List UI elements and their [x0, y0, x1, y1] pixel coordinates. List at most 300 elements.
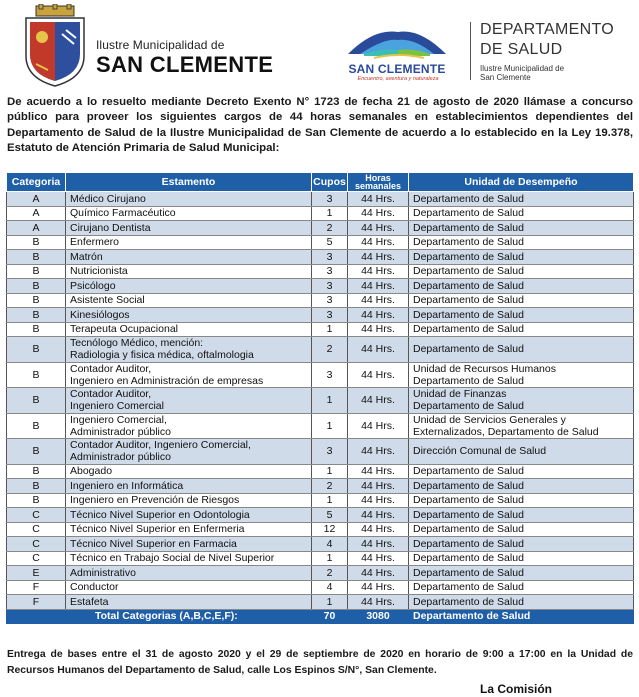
cell-cupos-text: 12 [323, 523, 336, 536]
cell-categoria-text: B [32, 279, 40, 292]
cell-categoria [7, 264, 66, 279]
cell-horas-text: 44 Hrs. [361, 523, 395, 536]
cell-estamento-text: Cirujano Dentista [70, 221, 151, 234]
cell-categoria-text: F [32, 581, 40, 594]
cell-unidad [409, 508, 634, 523]
cell-estamento [66, 250, 312, 265]
department-title-line1: DEPARTAMENTO [480, 21, 614, 38]
cell-categoria-text: B [32, 250, 40, 263]
cell-horas-text: 44 Hrs. [361, 494, 395, 507]
cell-horas [348, 206, 409, 221]
cell-horas [348, 464, 409, 479]
cell-unidad-text: Departamento de Salud [413, 400, 524, 413]
cell-horas-text: 44 Hrs. [361, 537, 395, 550]
cell-categoria-text: B [32, 494, 40, 507]
cell-cupos-text: 3 [326, 250, 333, 263]
cell-estamento-text: Técnico en Trabajo Social de Nivel Superior [70, 552, 275, 565]
cell-horas [348, 337, 409, 363]
cell-estamento [66, 388, 312, 414]
cell-estamento [66, 493, 312, 508]
cell-cupos-text: 3 [326, 279, 333, 292]
cell-horas-text: 44 Hrs. [361, 445, 395, 458]
cell-cupos-text: 2 [326, 479, 333, 492]
cell-categoria-text: B [32, 343, 40, 356]
cell-horas-text: 44 Hrs. [361, 294, 395, 307]
footer-paragraph: Entrega de bases entre el 31 de agosto 2020 y el 29 de septiembre de 2020 en horario de 9:00 a 17:00 en la Unidad de Recursos Humanos del Departamento de Salud, calle Los Espinos S/N°, San Clemente. [7, 649, 633, 676]
cell-cupos [312, 508, 348, 523]
cell-unidad [409, 551, 634, 566]
cell-estamento-text: Radiologia y fisica médica, oftalmologia [70, 349, 254, 362]
table-row [7, 522, 634, 537]
cell-cupos-text: 1 [326, 465, 333, 478]
cell-cupos-text: 1 [326, 595, 333, 608]
cell-cupos-text: 5 [326, 236, 333, 249]
cell-unidad-text: Departamento de Salud [413, 494, 524, 507]
cell-estamento-text: Químico Farmacéutico [70, 207, 176, 220]
cell-estamento-text: Técnico Nivel Superior en Farmacia [70, 537, 237, 550]
cell-unidad-text: Departamento de Salud [413, 479, 524, 492]
cell-unidad [409, 308, 634, 323]
cell-unidad [409, 362, 634, 388]
cell-categoria [7, 493, 66, 508]
cell-horas [348, 537, 409, 552]
cell-categoria [7, 279, 66, 294]
cell-estamento [66, 537, 312, 552]
cell-estamento [66, 464, 312, 479]
cell-horas [348, 508, 409, 523]
cell-horas-text: 44 Hrs. [361, 207, 395, 220]
intro-paragraph: De acuerdo a lo resuelto mediante Decreto Exento N° 1723 de fecha 21 de agosto de 2020 llámase a concurso público para proveer los siguientes cargos de 44 horas semanales en establecimientos dependientes del Departamento de Salud de la Ilustre Municipalidad de San Clemente de acuerdo a lo establecido en la Ley 19.378, Estatuto de Atención Primaria de Salud Municipal: [7, 96, 633, 154]
header-estamento: Estamento [66, 173, 312, 192]
cell-categoria-text: B [32, 323, 40, 336]
table-row [7, 293, 634, 308]
cell-categoria [7, 566, 66, 581]
cell-estamento-text: Administrador público [70, 425, 171, 438]
cell-estamento [66, 551, 312, 566]
cell-cupos [312, 293, 348, 308]
cell-estamento [66, 322, 312, 337]
cell-horas [348, 566, 409, 581]
cell-categoria-text: B [32, 445, 40, 458]
cell-estamento-text: Tecnólogo Médico, mención: [70, 337, 204, 350]
table-header-row [7, 173, 634, 192]
cell-estamento [66, 337, 312, 363]
cell-horas [348, 413, 409, 439]
cell-categoria-text: B [32, 419, 40, 432]
cell-unidad-text: Unidad de Servicios Generales y [413, 413, 566, 426]
cell-estamento-text: Ingeniero en Prevención de Riesgos [70, 494, 240, 507]
header-divider [470, 22, 471, 80]
cell-horas-text: 44 Hrs. [361, 465, 395, 478]
cell-unidad-text: Departamento de Salud [413, 595, 524, 608]
cell-categoria [7, 250, 66, 265]
cell-unidad-text: Departamento de Salud [413, 343, 524, 356]
cell-horas-text: 44 Hrs. [361, 508, 395, 521]
department-subtitle-line1: Ilustre Municipalidad de [480, 64, 565, 73]
cell-cupos [312, 537, 348, 552]
cell-horas [348, 250, 409, 265]
table-row [7, 322, 634, 337]
cell-estamento-text: Administrativo [70, 566, 136, 579]
total-cupos: 70 [312, 609, 348, 623]
cell-estamento [66, 308, 312, 323]
table-row [7, 464, 634, 479]
cell-cupos-text: 1 [326, 552, 333, 565]
cell-categoria [7, 221, 66, 236]
cell-horas [348, 479, 409, 494]
table-total-row [7, 609, 634, 623]
header-horas-line1: Horas [365, 173, 391, 183]
cell-estamento [66, 221, 312, 236]
cell-cupos [312, 279, 348, 294]
cell-estamento [66, 508, 312, 523]
cell-unidad [409, 264, 634, 279]
table-row [7, 595, 634, 610]
cell-horas [348, 279, 409, 294]
cell-categoria-text: A [32, 221, 40, 234]
cell-cupos-text: 4 [326, 537, 333, 550]
table-row [7, 192, 634, 207]
cell-cupos [312, 192, 348, 207]
table-row [7, 551, 634, 566]
cell-horas [348, 293, 409, 308]
cell-unidad [409, 595, 634, 610]
cell-cupos-text: 1 [326, 323, 333, 336]
cell-cupos [312, 250, 348, 265]
cell-categoria [7, 464, 66, 479]
cell-estamento [66, 279, 312, 294]
table-row [7, 413, 634, 439]
cell-unidad-text: Departamento de Salud [413, 221, 524, 234]
cell-unidad-text: Departamento de Salud [413, 566, 524, 579]
cell-categoria [7, 337, 66, 363]
table-row [7, 388, 634, 414]
cell-unidad-text: Departamento de Salud [413, 265, 524, 278]
logo-tagline: Encuentro, aventura y naturaleza [357, 76, 439, 82]
cell-horas [348, 439, 409, 465]
cell-horas-text: 44 Hrs. [361, 221, 395, 234]
cell-estamento [66, 192, 312, 207]
cell-estamento [66, 439, 312, 465]
cell-horas [348, 322, 409, 337]
cell-cupos [312, 362, 348, 388]
cell-estamento-text: Ingeniero Comercial [70, 400, 164, 413]
cell-horas-text: 44 Hrs. [361, 368, 395, 381]
cell-unidad-text: Externalizados, Departamento de Salud [413, 425, 599, 438]
cell-cupos-text: 3 [326, 192, 333, 205]
cell-cupos [312, 235, 348, 250]
positions-table [6, 172, 634, 624]
cell-estamento [66, 413, 312, 439]
cell-cupos [312, 322, 348, 337]
cell-unidad [409, 206, 634, 221]
cell-unidad [409, 322, 634, 337]
header-unidad: Unidad de Desempeño [409, 173, 634, 192]
cell-estamento [66, 264, 312, 279]
cell-categoria [7, 388, 66, 414]
cell-cupos [312, 522, 348, 537]
cell-horas [348, 264, 409, 279]
cell-unidad-text: Departamento de Salud [413, 323, 524, 336]
header-cupos: Cupos [312, 173, 348, 192]
cell-estamento [66, 522, 312, 537]
cell-cupos [312, 413, 348, 439]
cell-horas [348, 580, 409, 595]
department-subtitle-line2: San Clemente [480, 73, 531, 82]
total-label: Total Categorias (A,B,C,E,F): [7, 609, 312, 623]
cell-horas [348, 362, 409, 388]
cell-estamento-text: Nutricionista [70, 265, 128, 278]
cell-unidad [409, 493, 634, 508]
cell-horas [348, 595, 409, 610]
cell-cupos [312, 388, 348, 414]
cell-unidad [409, 388, 634, 414]
cell-categoria-text: B [32, 368, 40, 381]
cell-cupos [312, 206, 348, 221]
cell-horas [348, 551, 409, 566]
cell-estamento [66, 235, 312, 250]
cell-horas [348, 192, 409, 207]
cell-estamento-text: Contador Auditor, Ingeniero Comercial, [70, 439, 251, 452]
cell-categoria [7, 293, 66, 308]
cell-categoria [7, 192, 66, 207]
cell-categoria [7, 522, 66, 537]
cell-unidad [409, 522, 634, 537]
cell-cupos-text: 1 [326, 394, 333, 407]
cell-categoria [7, 551, 66, 566]
cell-unidad [409, 439, 634, 465]
cell-unidad-text: Departamento de Salud [413, 294, 524, 307]
cell-cupos-text: 3 [326, 294, 333, 307]
cell-horas-text: 44 Hrs. [361, 394, 395, 407]
cell-unidad-text: Departamento de Salud [413, 250, 524, 263]
cell-unidad [409, 293, 634, 308]
cell-estamento-text: Contador Auditor, [70, 362, 152, 375]
cell-estamento [66, 362, 312, 388]
cell-unidad [409, 192, 634, 207]
table-row [7, 235, 634, 250]
cell-estamento-text: Enfermero [70, 236, 120, 249]
cell-unidad [409, 413, 634, 439]
cell-estamento-text: Abogado [70, 465, 113, 478]
cell-cupos-text: 2 [326, 566, 333, 579]
cell-unidad-text: Dirección Comunal de Salud [413, 445, 547, 458]
cell-unidad-text: Departamento de Salud [413, 207, 524, 220]
cell-unidad-text: Departamento de Salud [413, 279, 524, 292]
table-row [7, 566, 634, 581]
cell-cupos [312, 464, 348, 479]
cell-unidad-text: Departamento de Salud [413, 192, 524, 205]
cell-categoria-text: C [32, 508, 40, 521]
cell-cupos [312, 264, 348, 279]
total-unidad: Departamento de Salud [409, 609, 634, 623]
municipal-coat-of-arms-icon [22, 4, 88, 88]
cell-categoria-text: B [32, 294, 40, 307]
cell-horas-text: 44 Hrs. [361, 308, 395, 321]
cell-cupos-text: 3 [326, 445, 333, 458]
cell-horas-text: 44 Hrs. [361, 265, 395, 278]
cell-cupos [312, 566, 348, 581]
cell-unidad [409, 337, 634, 363]
municipality-name: SAN CLEMENTE [96, 52, 274, 77]
cell-cupos-text: 4 [326, 581, 333, 594]
cell-categoria [7, 537, 66, 552]
cell-estamento [66, 566, 312, 581]
cell-estamento-text: Ingeniero en Informática [70, 479, 184, 492]
cell-unidad-text: Departamento de Salud [413, 308, 524, 321]
cell-estamento [66, 293, 312, 308]
cell-horas [348, 493, 409, 508]
cell-horas [348, 388, 409, 414]
department-title-line2: DE SALUD [480, 41, 563, 58]
cell-cupos-text: 3 [326, 265, 333, 278]
header-categoria: Categoria [7, 173, 66, 192]
cell-unidad [409, 479, 634, 494]
table-row [7, 479, 634, 494]
cell-unidad-text: Departamento de Salud [413, 508, 524, 521]
cell-categoria [7, 362, 66, 388]
cell-horas-text: 44 Hrs. [361, 595, 395, 608]
page-header [0, 0, 639, 92]
cell-horas [348, 308, 409, 323]
cell-cupos [312, 493, 348, 508]
cell-cupos-text: 1 [326, 207, 333, 220]
cell-unidad-text: Departamento de Salud [413, 552, 524, 565]
cell-estamento-text: Contador Auditor, [70, 388, 152, 401]
cell-cupos [312, 580, 348, 595]
cell-cupos [312, 308, 348, 323]
cell-categoria [7, 235, 66, 250]
table-row [7, 537, 634, 552]
cell-estamento-text: Ingeniero Comercial, [70, 413, 167, 426]
cell-unidad [409, 250, 634, 265]
cell-estamento-text: Técnico Nivel Superior en Odontologia [70, 508, 250, 521]
table-row [7, 337, 634, 363]
cell-unidad-text: Departamento de Salud [413, 236, 524, 249]
municipality-subtitle: Ilustre Municipalidad de [96, 38, 225, 52]
cell-cupos [312, 551, 348, 566]
header-horas-line2: semanales [354, 181, 402, 191]
cell-unidad [409, 537, 634, 552]
cell-estamento-text: Estafeta [70, 595, 109, 608]
cell-horas-text: 44 Hrs. [361, 343, 395, 356]
cell-unidad-text: Departamento de Salud [413, 374, 524, 387]
cell-unidad-text: Departamento de Salud [413, 523, 524, 536]
cell-estamento-text: Médico Cirujano [70, 192, 146, 205]
cell-categoria [7, 580, 66, 595]
cell-horas [348, 235, 409, 250]
cell-estamento-text: Administrador público [70, 451, 171, 464]
cell-categoria-text: B [32, 236, 40, 249]
cell-cupos [312, 221, 348, 236]
cell-categoria-text: C [32, 523, 40, 536]
cell-unidad-text: Unidad de Finanzas [413, 388, 507, 401]
cell-categoria-text: B [32, 465, 40, 478]
cell-categoria-text: E [32, 566, 40, 579]
cell-categoria-text: B [32, 479, 40, 492]
cell-horas-text: 44 Hrs. [361, 419, 395, 432]
cell-unidad [409, 566, 634, 581]
cell-unidad-text: Unidad de Recursos Humanos [413, 362, 556, 375]
cell-cupos-text: 2 [326, 221, 333, 234]
cell-categoria-text: A [32, 192, 40, 205]
cell-cupos-text: 3 [326, 308, 333, 321]
table-row [7, 264, 634, 279]
cell-horas-text: 44 Hrs. [361, 566, 395, 579]
cell-unidad-text: Departamento de Salud [413, 537, 524, 550]
cell-estamento [66, 595, 312, 610]
department-block [480, 20, 614, 82]
cell-horas-text: 44 Hrs. [361, 323, 395, 336]
cell-estamento [66, 206, 312, 221]
cell-estamento [66, 479, 312, 494]
cell-estamento-text: Asistente Social [70, 294, 145, 307]
total-horas: 3080 [348, 609, 409, 623]
cell-estamento [66, 580, 312, 595]
table-body [7, 192, 634, 610]
cell-estamento-text: Kinesiólogos [70, 308, 130, 321]
cell-categoria-text: B [32, 394, 40, 407]
cell-unidad [409, 580, 634, 595]
cell-cupos-text: 1 [326, 419, 333, 432]
cell-categoria [7, 322, 66, 337]
table-row [7, 279, 634, 294]
cell-horas-text: 44 Hrs. [361, 250, 395, 263]
cell-estamento-text: Técnico Nivel Superior en Enfermeria [70, 523, 245, 536]
table-row [7, 493, 634, 508]
cell-categoria [7, 439, 66, 465]
cell-cupos [312, 337, 348, 363]
cell-categoria [7, 595, 66, 610]
cell-horas-text: 44 Hrs. [361, 552, 395, 565]
cell-unidad [409, 221, 634, 236]
cell-horas [348, 522, 409, 537]
cell-horas-text: 44 Hrs. [361, 581, 395, 594]
table-row [7, 308, 634, 323]
logo-name: SAN CLEMENTE [348, 62, 446, 76]
cell-estamento-text: Psicólogo [70, 279, 116, 292]
cell-unidad-text: Departamento de Salud [413, 581, 524, 594]
cell-categoria-text: B [32, 308, 40, 321]
cell-cupos [312, 439, 348, 465]
cell-estamento-text: Terapeuta Ocupacional [70, 323, 178, 336]
cell-horas [348, 221, 409, 236]
cell-cupos-text: 5 [326, 508, 333, 521]
cell-cupos-text: 3 [326, 368, 333, 381]
cell-unidad [409, 464, 634, 479]
table-row [7, 439, 634, 465]
cell-categoria-text: A [32, 207, 40, 220]
cell-unidad-text: Departamento de Salud [413, 465, 524, 478]
signature: La Comisión [480, 682, 553, 696]
cell-categoria [7, 508, 66, 523]
cell-estamento-text: Ingeniero en Administración de empresas [70, 374, 264, 387]
cell-estamento-text: Conductor [70, 581, 119, 594]
cell-horas-text: 44 Hrs. [361, 479, 395, 492]
cell-unidad [409, 279, 634, 294]
cell-horas-text: 44 Hrs. [361, 279, 395, 292]
cell-unidad [409, 235, 634, 250]
table-row [7, 362, 634, 388]
cell-categoria [7, 413, 66, 439]
table-row [7, 221, 634, 236]
cell-categoria [7, 308, 66, 323]
cell-horas-text: 44 Hrs. [361, 236, 395, 249]
cell-horas-text: 44 Hrs. [361, 192, 395, 205]
cell-categoria-text: F [32, 595, 40, 608]
table-row [7, 206, 634, 221]
cell-estamento-text: Matrón [70, 250, 103, 263]
